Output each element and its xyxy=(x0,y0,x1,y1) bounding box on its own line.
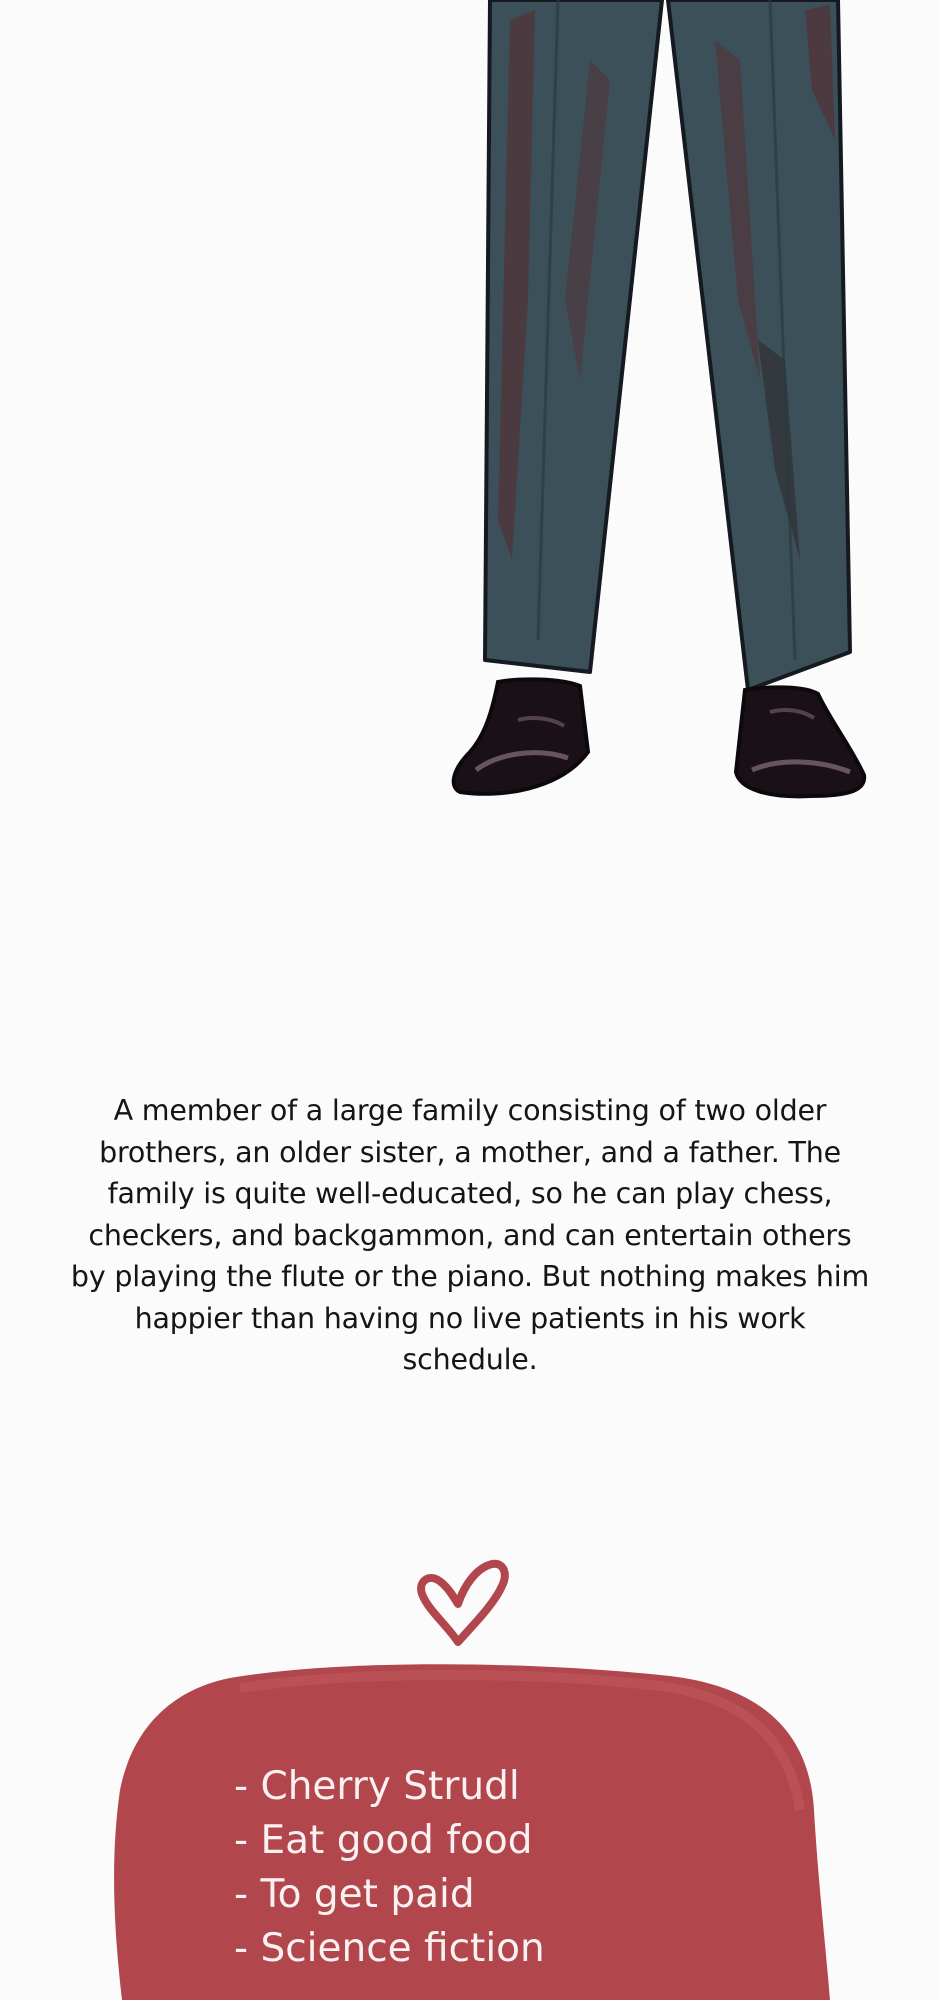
list-item: - Eat good food xyxy=(234,1818,533,1863)
likes-list xyxy=(234,1760,545,1976)
character-bio: A member of a large family consisting of two older brothers, an older sister, a mother, and a father. The family is quite well-educated, so he can play chess, checkers, and backgammon, and can entertain others by playing the flute or the piano. But nothing makes him happier than having no live patients in his work schedule. xyxy=(70,1094,870,1376)
list-item: - To get paid xyxy=(234,1872,475,1917)
right-shoe xyxy=(736,687,864,796)
legs-illustration xyxy=(440,0,880,820)
left-shoe xyxy=(454,679,588,793)
list-item: - Science fiction xyxy=(234,1926,545,1971)
list-item: - Cherry Strudl xyxy=(234,1764,520,1809)
heart-icon xyxy=(412,1558,512,1648)
